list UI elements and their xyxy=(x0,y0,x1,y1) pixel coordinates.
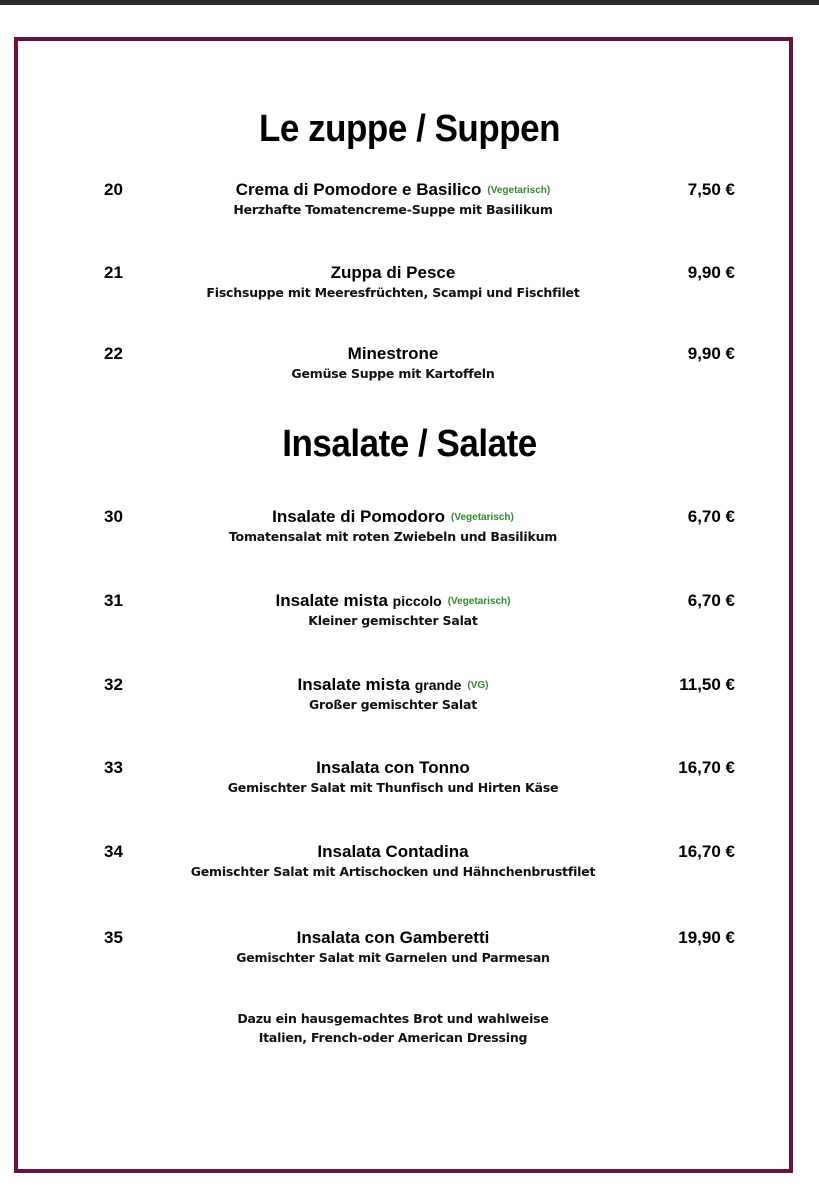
menu-item-35 xyxy=(0,928,819,978)
item-number: 32 xyxy=(104,675,123,694)
section-title-suppen: Le zuppe / Suppen xyxy=(258,108,561,150)
item-number: 31 xyxy=(104,591,123,610)
vegan-tag: (VG) xyxy=(467,680,489,691)
item-name: Insalate mista xyxy=(297,675,410,694)
item-name: Minestrone xyxy=(347,344,439,363)
item-description: Herzhafte Tomatencreme-Suppe mit Basilikum xyxy=(233,202,553,217)
item-name: Insalata Contadina xyxy=(317,842,469,861)
menu-item-34 xyxy=(0,842,819,892)
item-description: Gemischter Salat mit Garnelen und Parmesan xyxy=(236,950,550,965)
item-number: 30 xyxy=(104,507,123,526)
item-price: 7,50 € xyxy=(687,180,735,199)
item-number: 33 xyxy=(104,758,123,777)
top-bar xyxy=(0,0,819,5)
item-price: 11,50 € xyxy=(679,675,735,694)
menu-item-30 xyxy=(0,507,819,557)
item-name-line xyxy=(0,675,786,695)
vegetarian-tag: (Vegetarisch) xyxy=(451,512,514,523)
menu-item-20 xyxy=(0,180,819,230)
item-number: 22 xyxy=(104,344,123,363)
item-price: 19,90 € xyxy=(678,928,735,947)
item-name: Crema di Pomodore e Basilico xyxy=(235,180,482,199)
item-price: 16,70 € xyxy=(678,842,735,861)
item-description: Gemischter Salat mit Artischocken und Hähnchenbrustfilet xyxy=(190,864,596,879)
item-price: 6,70 € xyxy=(687,591,735,610)
menu-item-21 xyxy=(0,263,819,313)
footer-line-2: Italien, French-oder American Dressing xyxy=(258,1030,528,1045)
item-name: Insalata con Gamberetti xyxy=(296,928,490,947)
item-name-line xyxy=(0,180,786,200)
item-number: 35 xyxy=(104,928,123,947)
item-number: 34 xyxy=(104,842,123,861)
item-name: Insalata con Tonno xyxy=(316,758,470,777)
item-name-line xyxy=(0,591,786,611)
menu-item-31 xyxy=(0,591,819,641)
section-title-salate: Insalate / Salate xyxy=(282,423,537,465)
item-price: 9,90 € xyxy=(687,263,735,282)
item-description: Gemischter Salat mit Thunfisch und Hirten Käse xyxy=(227,780,559,795)
vegetarian-tag: (Vegetarisch) xyxy=(487,185,551,196)
menu-item-22 xyxy=(0,344,819,394)
item-size: grande xyxy=(414,677,462,693)
item-name: Zuppa di Pesce xyxy=(330,263,456,282)
item-size: piccolo xyxy=(392,593,442,609)
item-price: 16,70 € xyxy=(678,758,735,777)
item-description: Fischsuppe mit Meeresfrüchten, Scampi und Fischfilet xyxy=(206,285,580,300)
item-description: Tomatensalat mit roten Zwiebeln und Basilikum xyxy=(228,529,558,544)
item-number: 21 xyxy=(104,263,123,282)
menu-footer-note xyxy=(0,1009,786,1047)
item-price: 9,90 € xyxy=(687,344,735,363)
footer-line-1: Dazu ein hausgemachtes Brot und wahlweise xyxy=(237,1011,549,1026)
item-name: Insalate di Pomodoro xyxy=(272,507,446,526)
menu-item-32 xyxy=(0,675,819,725)
item-name-line xyxy=(0,507,786,527)
item-name: Insalate mista xyxy=(275,591,388,610)
menu-item-33 xyxy=(0,758,819,808)
vegetarian-tag: (Vegetarisch) xyxy=(447,596,511,607)
item-price: 6,70 € xyxy=(687,507,735,526)
item-number: 20 xyxy=(104,180,123,199)
item-description: Gemüse Suppe mit Kartoffeln xyxy=(291,366,495,381)
item-description: Großer gemischter Salat xyxy=(309,697,477,712)
item-description: Kleiner gemischter Salat xyxy=(308,613,478,628)
